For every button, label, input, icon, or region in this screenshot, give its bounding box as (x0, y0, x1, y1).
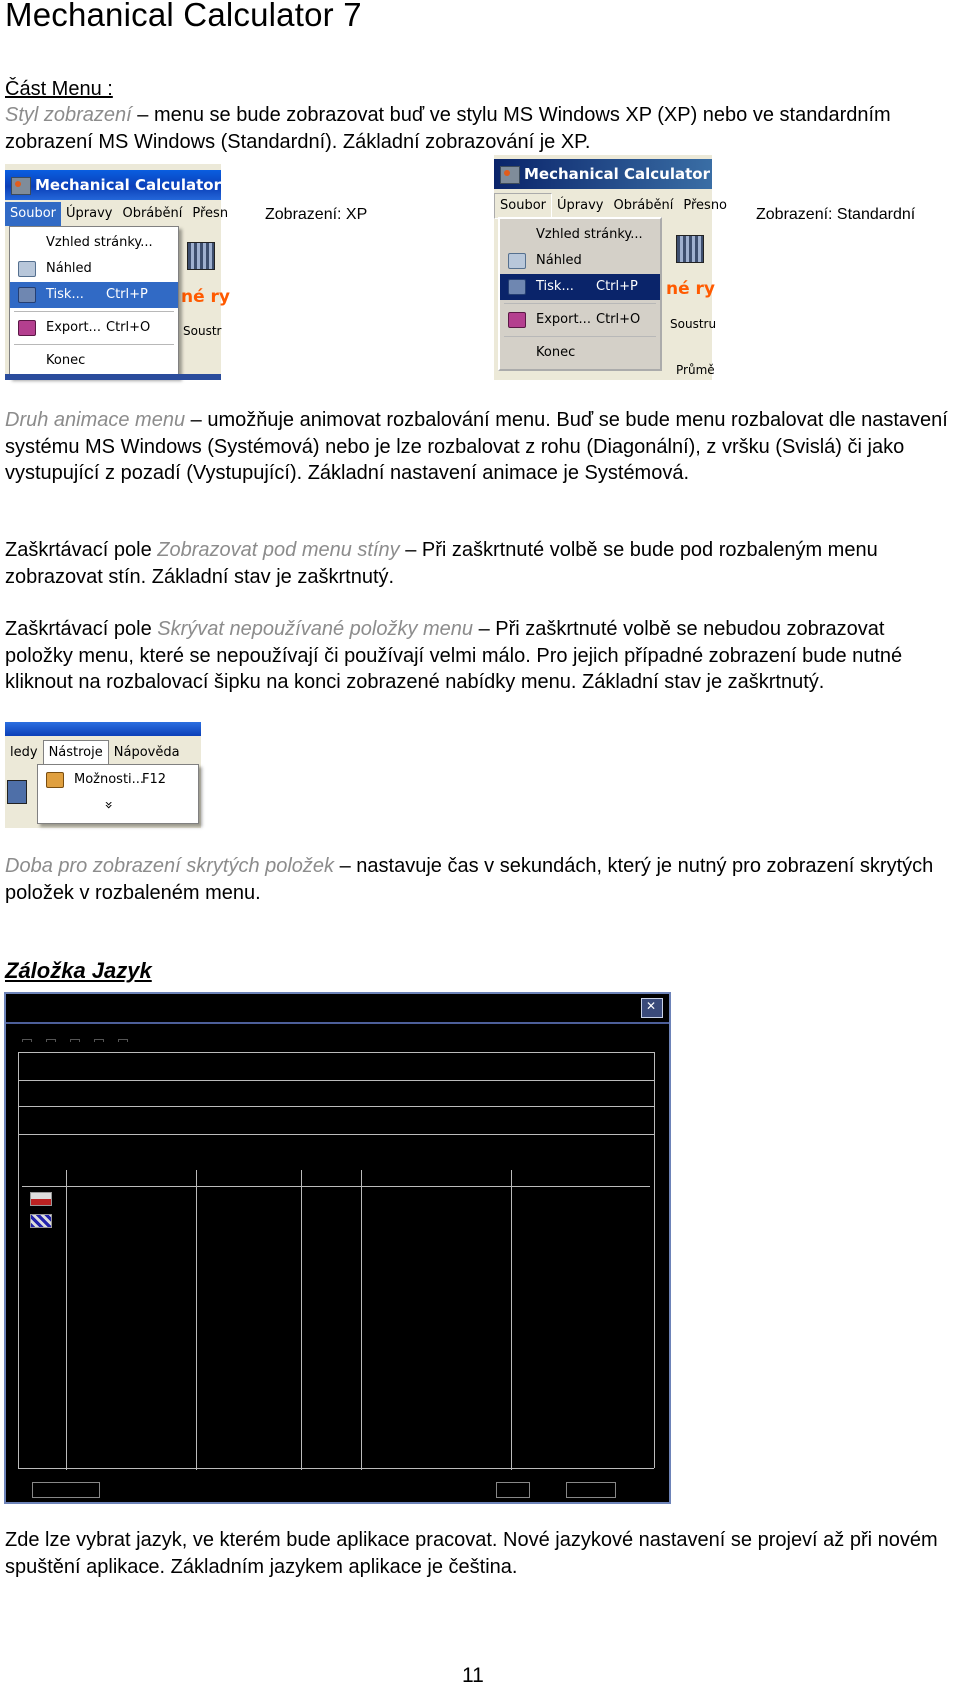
hide-items-paragraph (5, 616, 956, 696)
menu-soubor: Soubor (494, 193, 552, 219)
dialog-titlebar (6, 994, 669, 1024)
screenshot-menubar (494, 193, 728, 217)
delay-text: – nastavuje čas v sekundách, který je nutný pro zobrazení skrytých položek v rozbaleném menu. (5, 855, 934, 904)
divider (18, 1468, 654, 1469)
screenshot-titlebar (494, 159, 726, 189)
menu-screenshot-standard (494, 155, 728, 380)
menu-item-exit: Konec (536, 345, 576, 360)
menu-separator (14, 311, 174, 312)
page-number: 11 (462, 1664, 484, 1687)
bottom-strip (5, 374, 221, 380)
menu-separator (14, 344, 174, 345)
animation-term: Druh animace menu (5, 409, 186, 431)
animation-paragraph (5, 407, 956, 487)
divider (18, 1080, 654, 1081)
menu-view-partial: ledy (10, 745, 38, 760)
style-text: – menu se bude zobrazovat buď ve stylu MS Windows XP (XP) nebo ve standardním zobrazení MS Windows (Standardní). Základní zobrazování je XP. (5, 104, 891, 153)
shadow-prefix: Zaškrtávací pole (5, 539, 158, 561)
table-header-line (22, 1186, 650, 1187)
screenshot-titlebar (5, 170, 237, 200)
menu-item-page-setup: Vzhled stránky... (536, 227, 643, 242)
style-term: Styl zobrazení (5, 104, 132, 126)
background-orange-text: né ry (666, 279, 716, 299)
menu-item-preview: Náhled (500, 248, 660, 274)
menu-presnost: Přesno (683, 198, 728, 213)
menu-presnost: Přesn (192, 206, 229, 221)
background-label-2: Průmě (676, 363, 715, 377)
caption-standard: Zobrazení: Standardní (756, 206, 916, 223)
printer-icon (7, 780, 27, 804)
menu-item-options: Možnosti... F12 (38, 767, 198, 793)
column-line (66, 1170, 67, 1470)
column-line (511, 1170, 512, 1470)
file-dropdown-standard (498, 217, 662, 371)
expand-chevron-icon: » (100, 800, 117, 810)
calculator-icon (187, 242, 215, 270)
title-strip (5, 722, 201, 736)
preview-icon (18, 261, 36, 277)
menu-item-exit: Konec (46, 353, 86, 368)
printer-icon (508, 279, 526, 295)
czech-flag-icon (30, 1192, 52, 1206)
shadow-paragraph (5, 537, 956, 590)
preview-icon (508, 253, 526, 269)
delay-term: Doba pro zobrazení skrytých položek (5, 855, 335, 877)
file-dropdown-xp (9, 226, 179, 378)
page-title: Mechanical Calculator 7 (5, 0, 362, 33)
hide-term: Skrývat nepoužívané položky menu (157, 618, 474, 640)
language-dialog-screenshot (4, 992, 671, 1504)
frame-line (654, 1052, 655, 1468)
menu-separator (504, 303, 656, 304)
calculator-icon (676, 235, 704, 263)
background-orange-text: né ry (181, 287, 231, 307)
export-icon (18, 320, 36, 336)
menu-soubor: Soubor (5, 202, 61, 226)
language-description: Zde lze vybrat jazyk, ve kterém bude aplikace pracovat. Nové jazykové nastavení se projeví až při novém spuštění aplikace. Základním jazykem aplikace je čeština. (5, 1529, 938, 1578)
delay-paragraph (5, 853, 956, 906)
menu-item-preview: Náhled (10, 256, 178, 282)
shadow-text: – Při zaškrtnuté volbě se bude pod rozbaleným menu zobrazovat stín. Základní stav je zaškrtnutý. (5, 539, 878, 588)
menu-separator (504, 336, 656, 337)
language-heading: Záložka Jazyk (5, 958, 152, 983)
hide-prefix: Zaškrtávací pole (5, 618, 158, 640)
menu-upravy: Úpravy (557, 198, 604, 213)
app-icon (500, 166, 520, 184)
tools-menu-screenshot (5, 722, 201, 828)
menu-upravy: Úpravy (66, 206, 113, 221)
background-label: Soustru (670, 317, 717, 331)
close-icon (641, 998, 663, 1018)
dialog-button (496, 1482, 530, 1498)
menu-item-print: Tisk... Ctrl+P (10, 282, 178, 308)
tools-dropdown (37, 764, 199, 824)
dialog-button (566, 1482, 616, 1498)
export-icon (508, 312, 526, 328)
caption-xp: Zobrazení: XP (265, 206, 368, 223)
options-icon (46, 772, 64, 788)
menu-item-export: Export... Ctrl+O (500, 307, 660, 333)
english-flag-icon (30, 1214, 52, 1228)
shadow-term: Zobrazovat pod menu stíny (157, 539, 400, 561)
column-line (196, 1170, 197, 1470)
menu-obrabeni: Obrábění (613, 198, 674, 213)
hide-text: – Při zaškrtnuté volbě se nebudou zobrazovat položky menu, které se nepoužívají či používají velmi málo. Pro jejich případné zobrazení bude nutné kliknout na rozbalovací šipku na konci zobrazené nabídky menu. Základní stav je zaškrtnutý. (5, 618, 903, 693)
menu-tools: Nástroje (43, 740, 109, 765)
menu-item-print: Tisk... Ctrl+P (500, 274, 660, 300)
animation-text: – umožňuje animovat rozbalování menu. Buď se bude menu rozbalovat dle nastavení systému MS Windows (Systémová) nebo je lze rozbalovat z rohu (Diagonální), z vršku (Svislá) či jako vystupující z pozadí (Vystupující). Základní nastavení animace je Systémová. (5, 409, 948, 484)
menu-item-export: Export... Ctrl+O (10, 315, 178, 341)
screenshot-menubar (5, 202, 229, 226)
printer-icon (18, 287, 36, 303)
window-title: Mechanical Calculator 7 (35, 176, 237, 194)
frame-line (18, 1052, 19, 1468)
divider (18, 1134, 654, 1135)
menu-section-heading: Část Menu : (5, 78, 113, 100)
menu-item-page-setup: Vzhled stránky... (46, 235, 153, 250)
divider (18, 1106, 654, 1107)
dialog-button (32, 1482, 100, 1498)
divider (18, 1052, 654, 1053)
dialog-tabs (22, 1032, 142, 1045)
column-line (301, 1170, 302, 1470)
style-paragraph (5, 102, 956, 155)
menu-help: Nápověda (113, 745, 180, 760)
screenshot-menubar (5, 740, 201, 764)
menu-screenshot-xp (5, 164, 237, 380)
menu-obrabeni: Obrábění (122, 206, 183, 221)
background-label: Soustr (183, 324, 222, 338)
app-icon (11, 177, 31, 195)
window-title: Mechanical Calculator 7 (524, 165, 726, 183)
column-line (361, 1170, 362, 1470)
